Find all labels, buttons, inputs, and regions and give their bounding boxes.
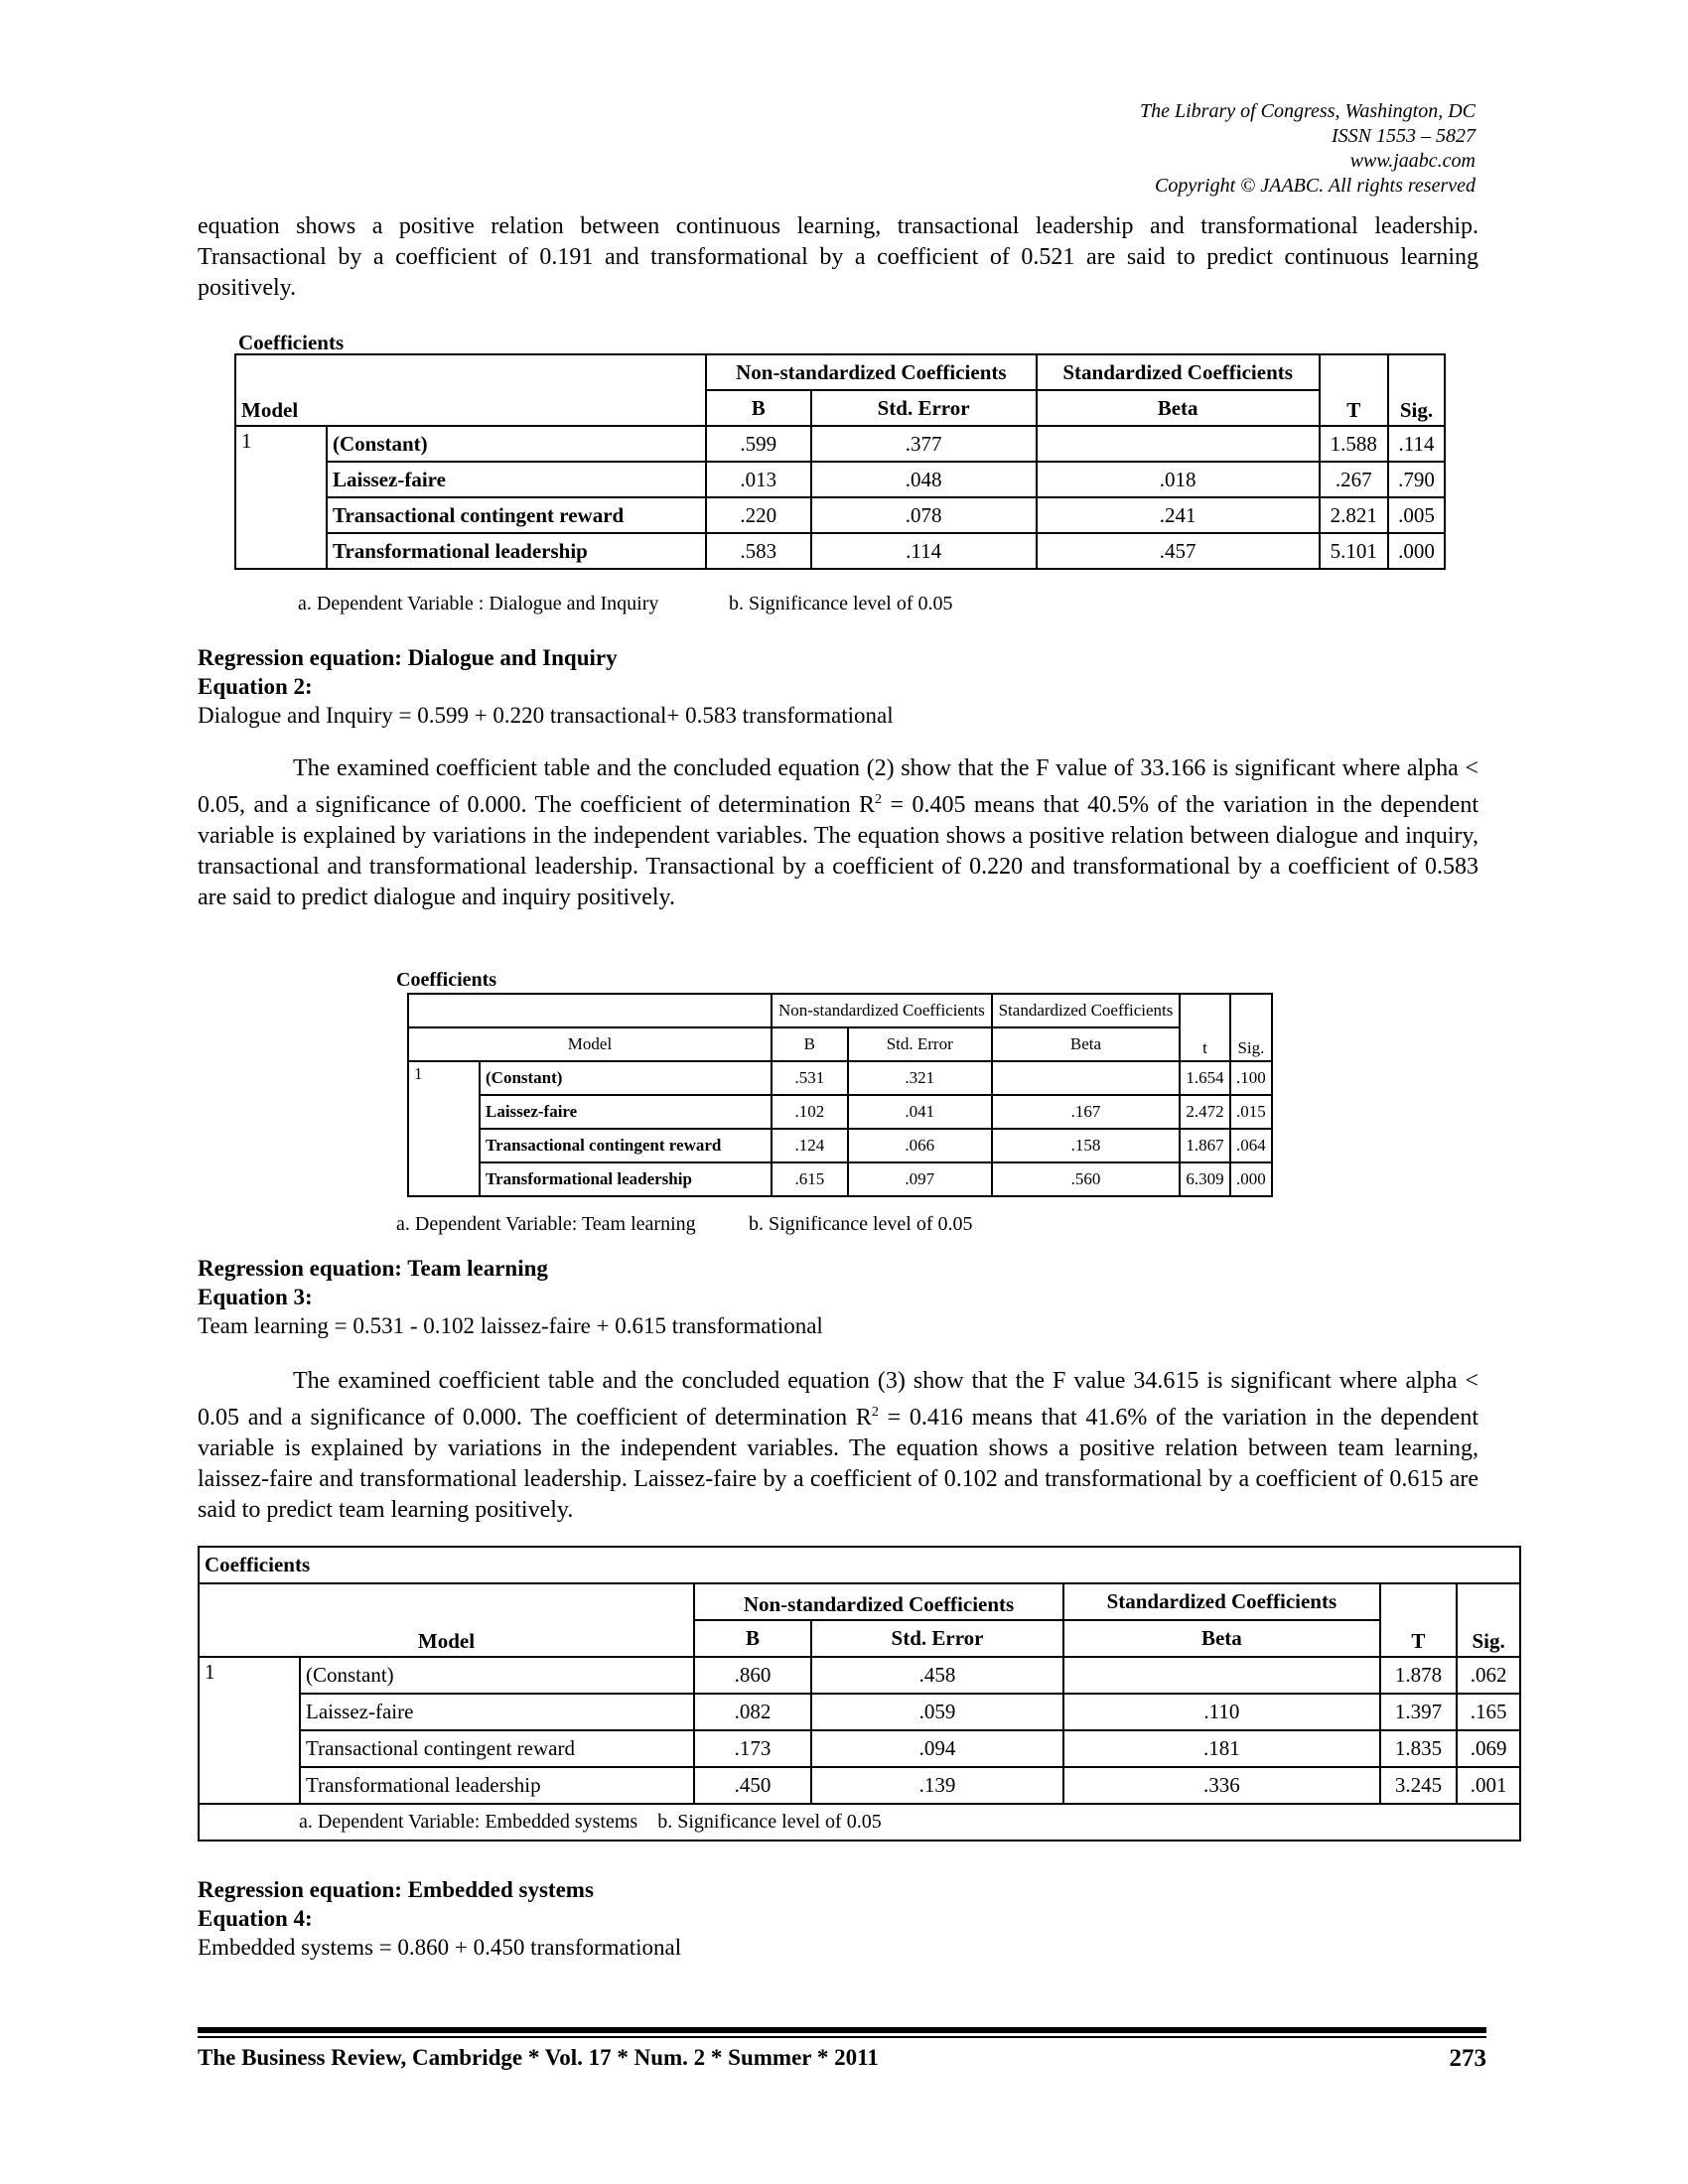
equation-2-label: Equation 2: <box>198 674 313 699</box>
table3-caption: Coefficients <box>199 1547 1520 1583</box>
table3-coefficients <box>198 1546 1521 1842</box>
table-row: Transactional contingent reward .220 .078 .241 2.821 .005 <box>235 497 1445 533</box>
table1-caption: Coefficients <box>238 331 345 354</box>
table3-note-a: a. Dependent Variable: Embedded systems <box>299 1811 638 1833</box>
table2-note-a: a. Dependent Variable: Team learning <box>396 1213 696 1235</box>
table-row: Transactional contingent reward .173 .094 .181 1.835 .069 <box>199 1730 1520 1767</box>
table-row: 1 (Constant) .531 .321 1.654 .100 <box>408 1061 1272 1095</box>
equation-3-formula: Team learning = 0.531 - 0.102 laissez-faire + 0.615 transformational <box>198 1313 823 1338</box>
table1-coefficients <box>234 353 1446 570</box>
table2-coefficients <box>407 993 1273 1197</box>
table1-col-t: T <box>1320 354 1388 426</box>
page-footer <box>198 2045 1486 2071</box>
table1-col-sig: Sig. <box>1388 354 1445 426</box>
table1-col-beta: Beta <box>1037 390 1320 426</box>
table3-group-nonstd: Non-standardized Coefficients <box>694 1583 1063 1620</box>
table2-blank <box>408 994 772 1027</box>
table1-note-a: a. Dependent Variable : Dialogue and Inquiry <box>298 593 659 614</box>
equation-3-label: Equation 3: <box>198 1285 313 1309</box>
table3-model-number: 1 <box>199 1657 300 1804</box>
table3-group-std: Standardized Coefficients <box>1063 1583 1380 1620</box>
table-row: 1 (Constant) .860 .458 1.878 .062 <box>199 1657 1520 1694</box>
table1-note-b: b. Significance level of 0.05 <box>729 593 953 614</box>
table2-model-number: 1 <box>408 1061 480 1196</box>
table1-col-b: B <box>706 390 811 426</box>
table2-col-beta: Beta <box>992 1027 1180 1061</box>
table-row: Laissez-faire .013 .048 .018 .267 .790 <box>235 462 1445 497</box>
equation-4-block <box>198 1875 681 1962</box>
table-row: Laissez-faire .102 .041 .167 2.472 .015 <box>408 1095 1272 1129</box>
table3-note-b: b. Significance level of 0.05 <box>657 1811 882 1833</box>
equation-4-formula: Embedded systems = 0.860 + 0.450 transformational <box>198 1935 682 1960</box>
table3-notes <box>199 1804 1520 1841</box>
header-line-2: ISSN 1553 – 5827 <box>1332 125 1476 147</box>
table2-caption: Coefficients <box>396 969 497 991</box>
table3-col-beta: Beta <box>1063 1620 1380 1657</box>
table2-group-nonstd: Non-standardized Coefficients <box>772 994 992 1027</box>
table3-col-b: B <box>694 1620 811 1657</box>
table3-col-t: T <box>1380 1583 1458 1657</box>
table2-col-b: B <box>772 1027 848 1061</box>
table2-col-se: Std. Error <box>848 1027 992 1061</box>
table1-col-se: Std. Error <box>811 390 1037 426</box>
equation-2-block <box>198 643 894 730</box>
table-row: Transformational leadership .583 .114 .457 5.101 .000 <box>235 533 1445 569</box>
table3-col-model: Model <box>199 1583 694 1657</box>
header-line-3: www.jaabc.com <box>1349 150 1476 172</box>
footer-rule-thick <box>198 2027 1486 2033</box>
table-row: Transformational leadership .450 .139 .336 3.245 .001 <box>199 1767 1520 1804</box>
table-row: Transformational leadership .615 .097 .560 6.309 .000 <box>408 1162 1272 1196</box>
page-number: 273 <box>1449 2045 1486 2072</box>
table-row: 1 (Constant) .599 .377 1.588 .114 <box>235 426 1445 462</box>
table1-group-std: Standardized Coefficients <box>1037 354 1320 390</box>
header-line-1: The Library of Congress, Washington, DC <box>1139 100 1476 122</box>
table1-model-number: 1 <box>235 426 327 569</box>
table2-col-t: t <box>1180 994 1230 1061</box>
table1-model-header: Model <box>235 354 706 426</box>
paragraph-2: The examined coefficient table and the concluded equation (2) show that the F value of 33.166 is significant where alpha < 0.05, and a significance of 0.000. The coefficient of determination $R^2 = 0.405$ means that 40.5% of the variation in the dependent variable is explained by variations in the independent variables. The equation shows a positive relation between dialogue and inquiry, transactional and transformational leadership. Transactional by a coefficient of 0.220 and transformational by a coefficient of 0.583 are said to predict dialogue and inquiry positively. <box>198 755 1478 910</box>
table3-col-sig: Sig. <box>1457 1583 1520 1657</box>
footer-rule-thin <box>198 2036 1486 2038</box>
running-header <box>1140 99 1476 199</box>
table2-group-std: Standardized Coefficients <box>992 994 1180 1027</box>
table2-note-b: b. Significance level of 0.05 <box>749 1213 973 1235</box>
table2-col-sig: Sig. <box>1230 994 1272 1061</box>
paragraph-1: equation shows a positive relation between continuous learning, transactional leadership and transformational leadership. Transactional by a coefficient of 0.191 and transformational by a coefficient of 0.521 are said to predict continuous learning positively. <box>198 213 1478 301</box>
equation-2-formula: Dialogue and Inquiry = 0.599 + 0.220 transactional+ 0.583 transformational <box>198 703 894 728</box>
table2-col-model: Model <box>408 1027 772 1061</box>
equation-2-title: Regression equation: Dialogue and Inquiry <box>198 645 618 670</box>
footer-journal: The Business Review, Cambridge * Vol. 17 * Num. 2 * Summer * 2011 <box>198 2045 879 2070</box>
header-line-4: Copyright © JAABC. All rights reserved <box>1155 175 1476 197</box>
table-row: Transactional contingent reward .124 .066 .158 1.867 .064 <box>408 1129 1272 1162</box>
table1-group-nonstd: Non-standardized Coefficients <box>706 354 1037 390</box>
equation-4-title: Regression equation: Embedded systems <box>198 1877 594 1902</box>
equation-3-block <box>198 1254 823 1340</box>
equation-3-title: Regression equation: Team learning <box>198 1256 548 1281</box>
table3-col-se: Std. Error <box>811 1620 1063 1657</box>
paragraph-3: The examined coefficient table and the concluded equation (3) show that the F value 34.615 is significant where alpha < 0.05 and a significance of 0.000. The coefficient of determination $R^2 = 0.416$ means that 41.6% of the variation in the dependent variable is explained by variations in the independent variables. The equation shows a positive relation between team learning, laissez-faire and transformational leadership. Laissez-faire by a coefficient of 0.102 and transformational by a coefficient of 0.615 are said to predict team learning positively. <box>198 1368 1478 1523</box>
equation-4-label: Equation 4: <box>198 1906 313 1931</box>
table-row: Laissez-faire .082 .059 .110 1.397 .165 <box>199 1694 1520 1730</box>
